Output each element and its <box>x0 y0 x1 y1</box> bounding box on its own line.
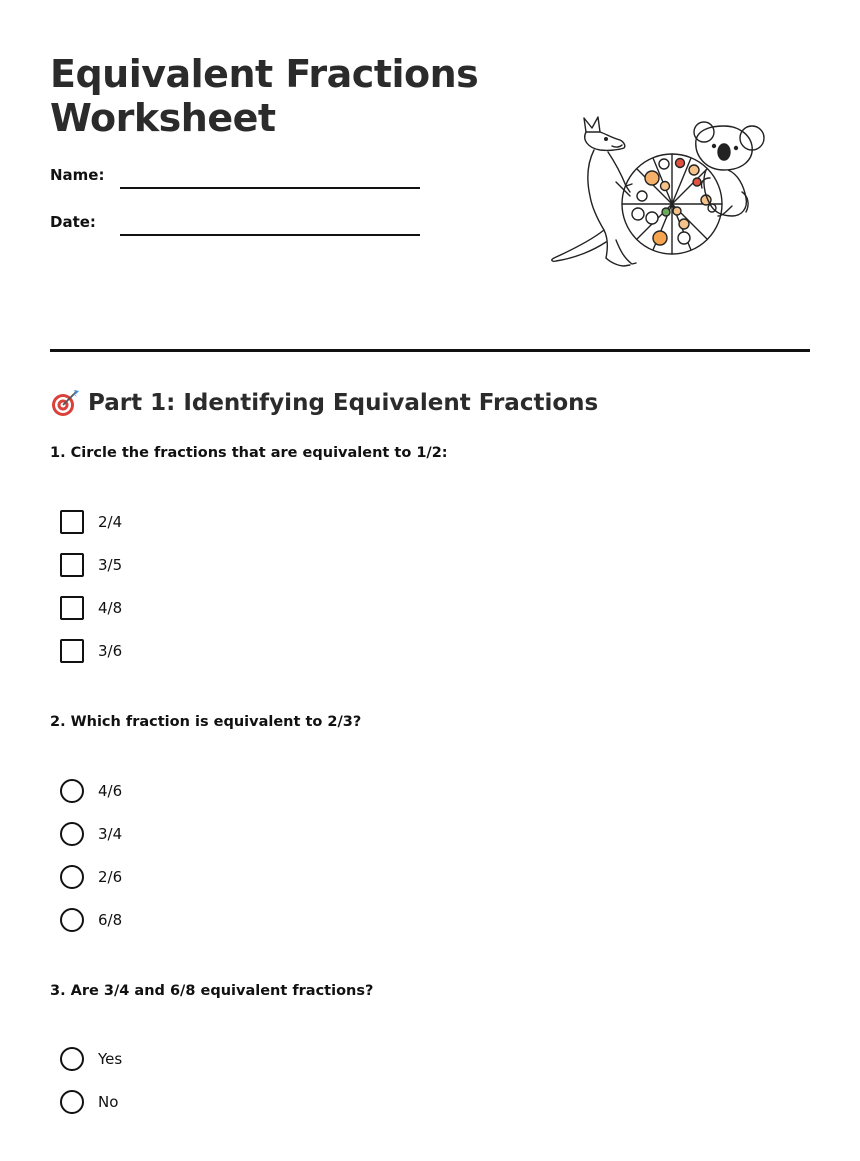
checkbox[interactable] <box>60 510 84 534</box>
radio-button[interactable] <box>60 779 84 803</box>
checkbox[interactable] <box>60 553 84 577</box>
q2-option-4[interactable] <box>60 908 122 932</box>
part1-heading <box>50 388 598 418</box>
target-dart-icon <box>50 388 80 418</box>
q3-option-no[interactable] <box>60 1090 118 1114</box>
radio-button[interactable] <box>60 908 84 932</box>
part1-heading-text: Part 1: Identifying Equivalent Fractions <box>88 390 599 416</box>
option-label: 3/4 <box>98 825 123 843</box>
title-line-2: Worksheet <box>50 96 276 140</box>
date-field[interactable] <box>120 234 420 236</box>
q2-option-3[interactable] <box>60 865 122 889</box>
title-line-1: Equivalent Fractions <box>50 52 479 96</box>
option-label: 4/8 <box>98 599 123 617</box>
radio-button[interactable] <box>60 822 84 846</box>
question-1-prompt: 1. Circle the fractions that are equivalent to 1/2: <box>50 445 448 461</box>
name-field[interactable] <box>120 187 420 189</box>
radio-button[interactable] <box>60 1047 84 1071</box>
radio-button[interactable] <box>60 1090 84 1114</box>
page-title <box>50 52 490 140</box>
option-label: 2/4 <box>98 513 123 531</box>
date-label: Date: <box>50 213 96 231</box>
option-label: 2/6 <box>98 868 123 886</box>
question-2-prompt: 2. Which fraction is equivalent to 2/3? <box>50 714 362 730</box>
q1-option-1[interactable] <box>60 510 122 534</box>
option-label: 6/8 <box>98 911 123 929</box>
option-label: No <box>98 1093 119 1111</box>
q3-option-yes[interactable] <box>60 1047 122 1071</box>
kangaroo-koala-fraction-wheel-illustration <box>546 112 772 278</box>
radio-button[interactable] <box>60 865 84 889</box>
q2-option-2[interactable] <box>60 822 122 846</box>
checkbox[interactable] <box>60 639 84 663</box>
name-label: Name: <box>50 166 105 184</box>
q1-option-3[interactable] <box>60 596 122 620</box>
checkbox[interactable] <box>60 596 84 620</box>
option-label: 4/6 <box>98 782 123 800</box>
option-label: 3/6 <box>98 642 123 660</box>
q2-option-1[interactable] <box>60 779 122 803</box>
question-3-prompt: 3. Are 3/4 and 6/8 equivalent fractions? <box>50 983 374 999</box>
option-label: Yes <box>98 1050 123 1068</box>
option-label: 3/5 <box>98 556 123 574</box>
q1-option-2[interactable] <box>60 553 122 577</box>
section-divider <box>50 349 810 352</box>
q1-option-4[interactable] <box>60 639 122 663</box>
